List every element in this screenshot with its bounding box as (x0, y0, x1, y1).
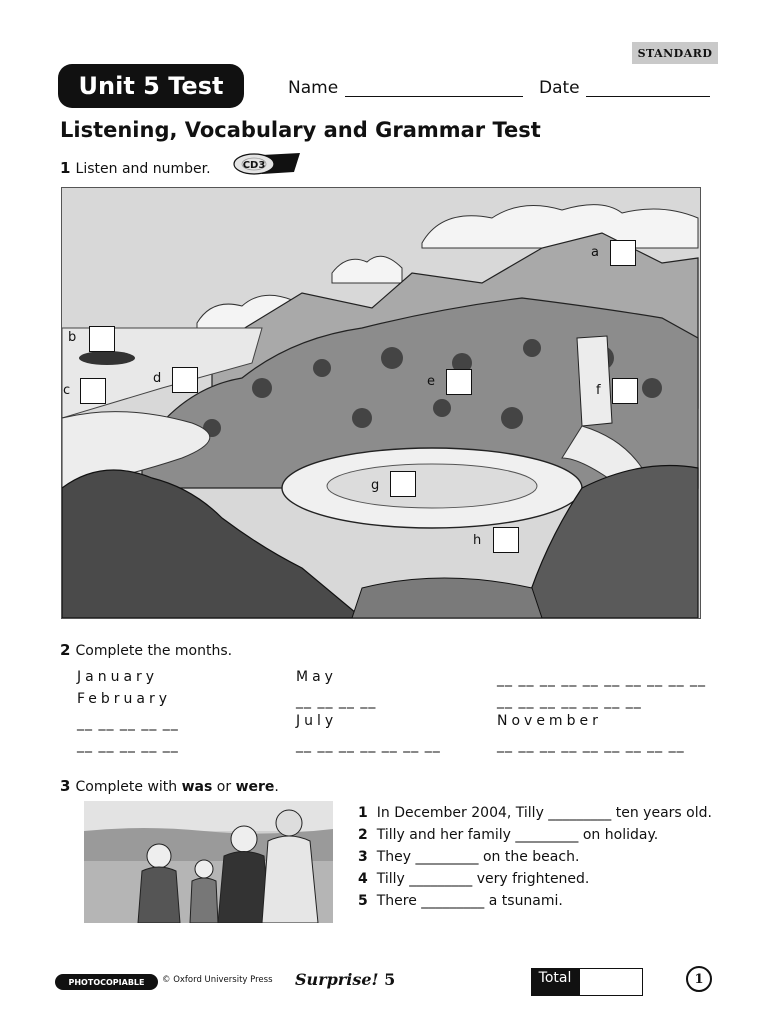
series-logo (295, 970, 395, 989)
sentence-number: 5 (358, 893, 368, 909)
label-letter: f (596, 383, 601, 398)
answer-box-a[interactable] (610, 240, 636, 266)
label-letter: b (68, 330, 77, 345)
exercise-number: 3 (60, 777, 71, 795)
month-blank[interactable]: __ __ __ __ __ __ __ __ __ __ (497, 671, 707, 687)
exercise-instruction: Listen and number. (75, 161, 211, 177)
month-february: February (77, 691, 172, 707)
date-field[interactable] (586, 96, 710, 97)
name-field[interactable] (345, 96, 523, 97)
month-january: January (77, 669, 159, 685)
month-blank[interactable]: __ __ __ __ __ (77, 715, 179, 731)
answer-box-e[interactable] (446, 369, 472, 395)
month-blank[interactable]: __ __ __ __ __ __ __ __ __ (497, 737, 685, 753)
exercise-number: 2 (60, 641, 71, 659)
instruction-mid: or (212, 779, 236, 795)
level-badge: STANDARD (632, 42, 718, 64)
cd-icon (232, 152, 302, 176)
answer-box-h[interactable] (493, 527, 519, 553)
word-was: was (181, 779, 213, 795)
month-blank[interactable]: __ __ __ __ __ __ __ (497, 693, 642, 709)
label-letter: g (371, 478, 380, 493)
answer-box-g[interactable] (390, 471, 416, 497)
sentence-number: 3 (358, 849, 368, 865)
sentence-number: 4 (358, 871, 368, 887)
exercise-number: 1 (60, 159, 71, 177)
label-letter: c (63, 383, 71, 398)
label-letter: a (591, 245, 599, 260)
publisher-credit: © Oxford University Press (162, 975, 273, 985)
answer-box-c[interactable] (80, 378, 106, 404)
word-were: were (235, 779, 275, 795)
sentence-1 (358, 805, 712, 821)
sentence-5 (358, 893, 563, 909)
answer-box-f[interactable] (612, 378, 638, 404)
total-score-box[interactable] (579, 968, 643, 996)
month-blank[interactable]: __ __ __ __ __ (77, 737, 179, 753)
instruction-pre: Complete with (75, 779, 182, 795)
sentence-text: Tilly _________ very frightened. (376, 871, 590, 887)
month-november: November (497, 713, 602, 729)
sentence-text: They _________ on the beach. (376, 849, 580, 865)
month-may: May (296, 669, 337, 685)
exercise-3-heading (60, 776, 279, 795)
sentence-number: 2 (358, 827, 368, 843)
exercise-instruction: Complete the months. (75, 643, 233, 659)
exercise-1-heading (60, 158, 211, 177)
landscape-illustration (61, 187, 701, 619)
sentence-3 (358, 849, 579, 865)
sentence-4 (358, 871, 589, 887)
series-level: 5 (384, 970, 396, 989)
answer-box-b[interactable] (89, 326, 115, 352)
exercise-2-heading (60, 640, 232, 659)
label-letter: d (153, 371, 162, 386)
month-blank[interactable]: __ __ __ __ (296, 693, 377, 709)
unit-title: Unit 5 Test (58, 64, 244, 108)
date-label: Date (539, 78, 580, 98)
label-letter: h (473, 533, 482, 548)
sentence-2 (358, 827, 658, 843)
instruction-post: . (274, 779, 279, 795)
label-letter: e (427, 374, 435, 389)
sentence-text: Tilly and her family _________ on holiday. (376, 827, 659, 843)
page-title: Listening, Vocabulary and Grammar Test (60, 118, 541, 142)
month-july: July (296, 713, 338, 729)
sentence-text: There _________ a tsunami. (376, 893, 563, 909)
sentence-number: 1 (358, 805, 368, 821)
sentence-text: In December 2004, Tilly _________ ten years old. (376, 805, 712, 821)
series-name: Surprise! (295, 970, 379, 989)
answer-box-d[interactable] (172, 367, 198, 393)
photocopiable-label: PHOTOCOPIABLE (55, 974, 158, 990)
page-number: 1 (686, 966, 712, 992)
month-blank[interactable]: __ __ __ __ __ __ __ (296, 737, 441, 753)
cd-label: CD3 (242, 160, 266, 171)
total-label: Total (531, 968, 579, 996)
name-label: Name (288, 78, 339, 98)
beach-family-illustration (84, 801, 333, 923)
